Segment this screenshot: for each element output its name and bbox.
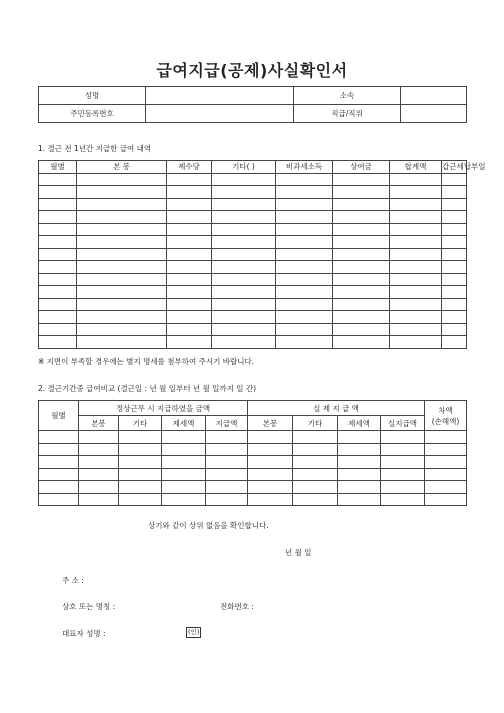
table-cell[interactable] <box>206 468 248 481</box>
table-cell[interactable] <box>276 261 333 274</box>
table-cell[interactable] <box>212 286 276 299</box>
table-row <box>39 336 467 349</box>
table-cell[interactable] <box>442 173 467 186</box>
dept-field[interactable] <box>401 87 467 105</box>
table-cell[interactable] <box>442 298 467 311</box>
table-cell[interactable] <box>212 273 276 286</box>
id-number-label: 주민등록번호 <box>39 105 146 123</box>
section1-note: ※ 지면이 부족할 경우에는 별지 명세를 첨부하여 주시기 바랍니다. <box>38 357 255 366</box>
table-row <box>39 261 467 274</box>
table-cell[interactable] <box>39 173 77 186</box>
table-cell[interactable] <box>293 493 338 506</box>
table-cell[interactable] <box>248 456 293 469</box>
table-row <box>39 186 467 199</box>
table-cell[interactable] <box>338 481 381 494</box>
table-row <box>39 481 467 494</box>
table-cell[interactable] <box>162 456 206 469</box>
table-cell[interactable] <box>39 456 79 469</box>
table-cell[interactable] <box>390 236 442 249</box>
table-row <box>39 323 467 336</box>
table-cell[interactable] <box>39 493 79 506</box>
table-cell[interactable] <box>77 186 167 199</box>
col-normal-base: 본봉 <box>79 416 119 431</box>
table-cell[interactable] <box>39 468 79 481</box>
table-cell[interactable] <box>39 336 77 349</box>
table-cell[interactable] <box>248 481 293 494</box>
table-cell[interactable] <box>293 481 338 494</box>
table-cell[interactable] <box>333 236 390 249</box>
difference-header <box>425 401 467 431</box>
table-cell[interactable] <box>39 261 77 274</box>
table-cell[interactable] <box>442 223 467 236</box>
table-cell[interactable] <box>39 198 77 211</box>
table-cell[interactable] <box>333 261 390 274</box>
table-cell[interactable] <box>167 261 212 274</box>
table-cell[interactable] <box>338 456 381 469</box>
col-actual-tax: 제세액 <box>338 416 381 431</box>
table-cell[interactable] <box>248 493 293 506</box>
table-row <box>39 223 467 236</box>
seal-mark <box>186 627 201 638</box>
phone-label: 전화번호 : <box>220 602 254 611</box>
salary-comparison-table <box>38 400 467 506</box>
table-cell[interactable] <box>338 493 381 506</box>
table-cell[interactable] <box>276 336 333 349</box>
table-cell[interactable] <box>333 323 390 336</box>
table-cell[interactable] <box>390 336 442 349</box>
table-cell[interactable] <box>212 236 276 249</box>
table-cell[interactable] <box>381 468 425 481</box>
table-cell[interactable] <box>293 456 338 469</box>
table-row <box>39 236 467 249</box>
dept-label: 소속 <box>294 87 401 105</box>
table-cell[interactable] <box>390 298 442 311</box>
table-cell[interactable] <box>442 211 467 224</box>
col-actual-base: 본봉 <box>248 416 293 431</box>
table-cell[interactable] <box>333 311 390 324</box>
table-cell[interactable] <box>333 248 390 261</box>
table-cell[interactable] <box>77 248 167 261</box>
table-cell[interactable] <box>77 223 167 236</box>
table-cell[interactable] <box>333 286 390 299</box>
table-cell[interactable] <box>338 468 381 481</box>
table-cell[interactable] <box>390 211 442 224</box>
table-cell[interactable] <box>248 468 293 481</box>
table-cell[interactable] <box>442 261 467 274</box>
table-cell[interactable] <box>39 248 77 261</box>
table-row <box>39 493 467 506</box>
table-cell[interactable] <box>39 298 77 311</box>
table-cell[interactable] <box>167 223 212 236</box>
table-cell[interactable] <box>167 298 212 311</box>
table-cell[interactable] <box>167 311 212 324</box>
table-row <box>39 431 467 444</box>
id-number-field[interactable] <box>146 105 294 123</box>
table-cell[interactable] <box>212 311 276 324</box>
col-tax-date: 갑근세납부일 <box>442 162 486 172</box>
table-cell[interactable] <box>425 431 467 444</box>
table-cell[interactable] <box>39 323 77 336</box>
table-cell[interactable] <box>381 493 425 506</box>
table-cell[interactable] <box>390 223 442 236</box>
table-cell[interactable] <box>39 236 77 249</box>
table-cell[interactable] <box>276 311 333 324</box>
table-cell[interactable] <box>425 443 467 456</box>
col-base-pay: 본 봉 <box>77 161 167 174</box>
table-cell[interactable] <box>162 493 206 506</box>
name-field[interactable] <box>146 87 294 105</box>
table-cell[interactable] <box>333 198 390 211</box>
table-cell[interactable] <box>77 236 167 249</box>
table-cell[interactable] <box>79 443 119 456</box>
table-cell[interactable] <box>442 236 467 249</box>
table-row <box>39 286 467 299</box>
table-cell[interactable] <box>212 336 276 349</box>
table-cell[interactable] <box>77 273 167 286</box>
salary-comparison-rows <box>39 431 467 506</box>
table-cell[interactable] <box>212 248 276 261</box>
table-row <box>39 456 467 469</box>
table-cell[interactable] <box>390 311 442 324</box>
table-cell[interactable] <box>333 298 390 311</box>
table-cell[interactable] <box>442 323 467 336</box>
confirm-date: 년 월 일 <box>285 548 312 557</box>
table-cell[interactable] <box>276 186 333 199</box>
table-cell[interactable] <box>79 481 119 494</box>
table-cell[interactable] <box>119 481 162 494</box>
table-cell[interactable] <box>212 198 276 211</box>
table-cell[interactable] <box>79 493 119 506</box>
table-cell[interactable] <box>276 211 333 224</box>
table-cell[interactable] <box>276 173 333 186</box>
table-cell[interactable] <box>39 186 77 199</box>
table-cell[interactable] <box>390 323 442 336</box>
table-cell[interactable] <box>212 323 276 336</box>
table-cell[interactable] <box>77 298 167 311</box>
table-cell[interactable] <box>39 431 79 444</box>
table-cell[interactable] <box>276 248 333 261</box>
table-cell[interactable] <box>390 248 442 261</box>
table-cell[interactable] <box>119 431 162 444</box>
table-cell[interactable] <box>276 286 333 299</box>
table-cell[interactable] <box>77 286 167 299</box>
table-cell[interactable] <box>167 323 212 336</box>
table-cell[interactable] <box>39 273 77 286</box>
table-cell[interactable] <box>381 431 425 444</box>
name-label: 성명 <box>39 87 146 105</box>
col-month: 월별 <box>39 401 79 431</box>
table-cell[interactable] <box>212 173 276 186</box>
table-cell[interactable] <box>167 286 212 299</box>
table-cell[interactable] <box>425 468 467 481</box>
table-cell[interactable] <box>276 198 333 211</box>
table-cell[interactable] <box>206 493 248 506</box>
table-cell[interactable] <box>442 286 467 299</box>
col-normal-other: 기타 <box>119 416 162 431</box>
table-cell[interactable] <box>162 481 206 494</box>
section1-heading: 1. 결근 전 1년간 지급한 급여 내역 <box>38 144 152 153</box>
personal-info-table <box>38 86 467 123</box>
table-cell[interactable] <box>333 223 390 236</box>
table-cell[interactable] <box>276 323 333 336</box>
table-cell[interactable] <box>79 456 119 469</box>
table-cell[interactable] <box>206 443 248 456</box>
table-cell[interactable] <box>167 186 212 199</box>
table-cell[interactable] <box>79 431 119 444</box>
table-cell[interactable] <box>293 431 338 444</box>
table-cell[interactable] <box>167 273 212 286</box>
table-cell[interactable] <box>390 198 442 211</box>
table-cell[interactable] <box>77 173 167 186</box>
col-allowance: 제수당 <box>167 161 212 174</box>
table-cell[interactable] <box>167 248 212 261</box>
table-cell[interactable] <box>248 431 293 444</box>
table-cell[interactable] <box>390 261 442 274</box>
table-cell[interactable] <box>167 198 212 211</box>
table-cell[interactable] <box>276 298 333 311</box>
col-actual-paid: 실지급액 <box>381 416 425 431</box>
col-normal-paid: 지급액 <box>206 416 248 431</box>
table-row <box>39 468 467 481</box>
actual-pay-group: 실 제 지 급 액 <box>248 401 425 416</box>
difference-label: 차액 <box>438 405 453 415</box>
table-cell[interactable] <box>293 443 338 456</box>
table-cell[interactable] <box>77 261 167 274</box>
table-cell[interactable] <box>119 493 162 506</box>
normal-pay-group: 정상근무 시 지급하였을 금액 <box>79 401 248 416</box>
table-row <box>39 298 467 311</box>
table-cell[interactable] <box>333 173 390 186</box>
table-row <box>39 443 467 456</box>
table-cell[interactable] <box>390 173 442 186</box>
table-cell[interactable] <box>119 443 162 456</box>
table-cell[interactable] <box>381 456 425 469</box>
table-cell[interactable] <box>162 431 206 444</box>
table-cell[interactable] <box>338 443 381 456</box>
table-cell[interactable] <box>442 336 467 349</box>
table-row <box>39 311 467 324</box>
table-cell[interactable] <box>276 236 333 249</box>
table-cell[interactable] <box>248 443 293 456</box>
col-total: 합계액 <box>390 161 442 174</box>
table-cell[interactable] <box>333 211 390 224</box>
table-cell[interactable] <box>167 336 212 349</box>
table-cell[interactable] <box>39 311 77 324</box>
table-row <box>39 198 467 211</box>
salary-history-rows <box>39 173 467 348</box>
section2-heading: 2. 결근기간중 급여비교 (결근일 : 년 월 일부터 년 월 일까지 일 간) <box>38 384 257 393</box>
table-cell[interactable] <box>162 443 206 456</box>
table-cell[interactable] <box>212 298 276 311</box>
table-cell[interactable] <box>77 323 167 336</box>
table-cell[interactable] <box>381 481 425 494</box>
confirm-statement: 상기와 같이 상위 없음을 확인합니다. <box>148 521 269 530</box>
table-cell[interactable] <box>442 198 467 211</box>
table-cell[interactable] <box>276 273 333 286</box>
difference-sub-label: (손해액) <box>431 416 460 426</box>
table-cell[interactable] <box>77 311 167 324</box>
table-cell[interactable] <box>442 273 467 286</box>
table-cell[interactable] <box>206 431 248 444</box>
table-cell[interactable] <box>442 311 467 324</box>
table-cell[interactable] <box>39 481 79 494</box>
table-cell[interactable] <box>425 456 467 469</box>
table-row <box>39 273 467 286</box>
table-cell[interactable] <box>39 211 77 224</box>
table-cell[interactable] <box>167 173 212 186</box>
col-actual-other: 기타 <box>293 416 338 431</box>
table-cell[interactable] <box>425 493 467 506</box>
col-normal-tax: 제세액 <box>162 416 206 431</box>
table-cell[interactable] <box>167 236 212 249</box>
document-title: 급여지급(공제)사실확인서 <box>156 61 348 80</box>
table-cell[interactable] <box>212 186 276 199</box>
table-cell[interactable] <box>381 443 425 456</box>
table-cell[interactable] <box>425 481 467 494</box>
table-cell[interactable] <box>77 336 167 349</box>
table-cell[interactable] <box>77 198 167 211</box>
table-cell[interactable] <box>119 468 162 481</box>
address-label: 주 소 : <box>62 576 84 585</box>
table-cell[interactable] <box>212 223 276 236</box>
col-nontaxable: 비과세소득 <box>276 161 333 174</box>
seal-icon: (인) <box>188 628 200 636</box>
table-cell[interactable] <box>77 211 167 224</box>
table-cell[interactable] <box>338 431 381 444</box>
position-field[interactable] <box>401 105 467 123</box>
table-cell[interactable] <box>167 211 212 224</box>
salary-history-table <box>38 160 486 349</box>
representative-label: 대표자 성명 : <box>62 629 106 638</box>
table-cell[interactable] <box>390 286 442 299</box>
table-cell[interactable] <box>162 468 206 481</box>
table-cell[interactable] <box>442 186 467 199</box>
table-cell[interactable] <box>293 468 338 481</box>
table-cell[interactable] <box>39 443 79 456</box>
table-cell[interactable] <box>333 336 390 349</box>
table-cell[interactable] <box>276 223 333 236</box>
table-cell[interactable] <box>333 273 390 286</box>
table-cell[interactable] <box>442 248 467 261</box>
col-month: 월별 <box>39 161 77 174</box>
table-cell[interactable] <box>206 456 248 469</box>
table-cell[interactable] <box>390 273 442 286</box>
table-row <box>39 173 467 186</box>
table-cell[interactable] <box>39 223 77 236</box>
company-name-label: 상호 또는 명칭 : <box>62 602 116 611</box>
table-cell[interactable] <box>212 261 276 274</box>
table-cell[interactable] <box>212 211 276 224</box>
col-other: 기타( ) <box>212 161 276 174</box>
table-cell[interactable] <box>333 186 390 199</box>
table-cell[interactable] <box>206 481 248 494</box>
col-bonus: 상여금 <box>333 161 390 174</box>
table-row <box>39 248 467 261</box>
table-cell[interactable] <box>119 456 162 469</box>
position-label: 직급/직위 <box>294 105 401 123</box>
table-cell[interactable] <box>39 286 77 299</box>
table-cell[interactable] <box>390 186 442 199</box>
table-row <box>39 211 467 224</box>
table-cell[interactable] <box>79 468 119 481</box>
